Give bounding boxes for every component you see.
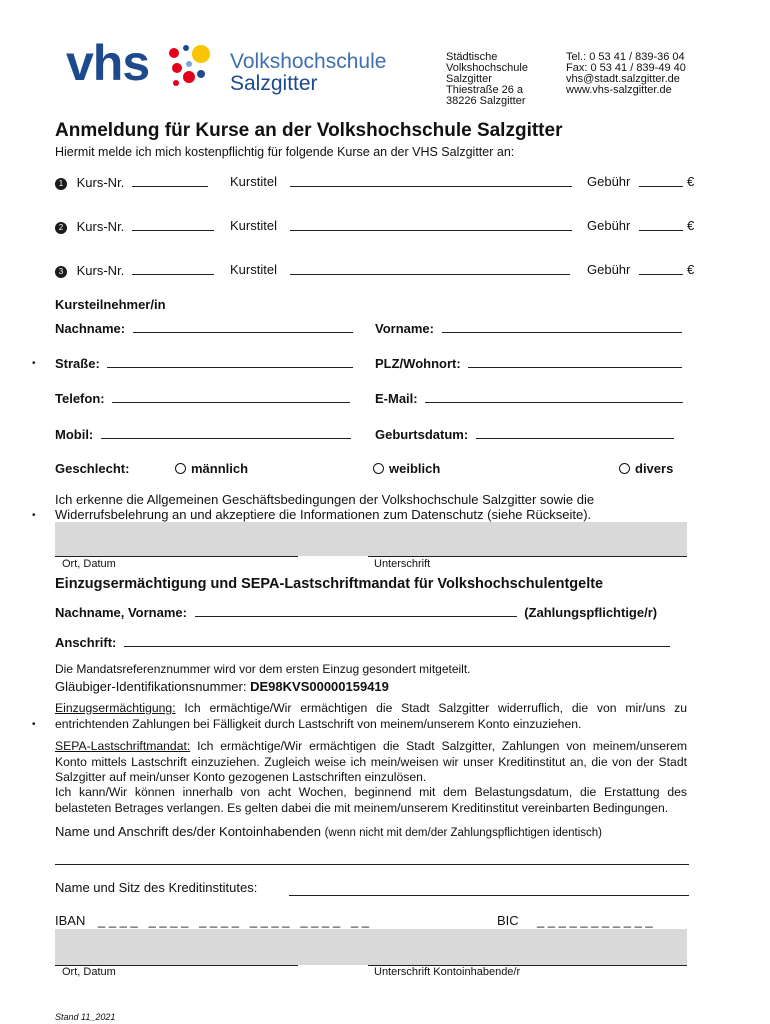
course-nr-label: Kurs-Nr.: [76, 263, 125, 278]
course-title-field[interactable]: [290, 218, 572, 231]
zip-city-label: PLZ/Wohnort:: [375, 356, 461, 371]
fee-label: Gebühr: [587, 262, 631, 277]
vhs-logo: [66, 35, 216, 96]
fee-field[interactable]: [639, 262, 683, 275]
street-label: Straße:: [55, 356, 100, 371]
email-label: E-Mail:: [375, 391, 418, 406]
course-title-field[interactable]: [290, 262, 570, 275]
address-line: 38226 Salzgitter: [446, 95, 526, 107]
bullet-marker: •: [32, 510, 36, 521]
radio-icon[interactable]: [373, 463, 384, 474]
account-holder-note: (wenn nicht mit dem/der Zahlungspflichtigen identisch): [324, 827, 603, 839]
payer-address-row: [55, 634, 670, 650]
course-title-label: Kurstitel: [230, 174, 277, 189]
number-badge: 2: [55, 222, 67, 234]
sepa-mandate-text: Ich ermächtige/Wir ermächtigen die Stadt Salzgitter, Zahlungen von meinem/unserem Konto mittels Lastschrift einzuziehen. Zugleich weise ich mein/weisen wir unser Kreditinstitut an, die von der Stadt Salzgitter auf mein/unser Konto gezogenen Lastschriften einzulösen.: [55, 739, 687, 784]
phone-row: [55, 390, 350, 406]
address-line: Städtische: [446, 51, 498, 63]
fee-field[interactable]: [639, 218, 683, 231]
gender-label: Geschlecht:: [55, 461, 130, 476]
lastname-label: Nachname:: [55, 321, 126, 336]
signature-line: [368, 556, 687, 557]
mobile-field[interactable]: [101, 426, 351, 439]
terms-line-2: Widerrufsbelehrung an und akzeptiere die Informationen zum Datenschutz (siehe Rückseite).: [55, 507, 592, 522]
course-title-field[interactable]: [290, 174, 572, 187]
bic-label: BIC: [497, 913, 519, 928]
org-name-line1: Volkshochschule: [230, 50, 387, 73]
account-place-date-label: Ort, Datum: [62, 966, 116, 978]
option-label: divers: [635, 461, 674, 476]
email-field[interactable]: [425, 390, 683, 403]
phone-field[interactable]: [112, 390, 350, 403]
course-nr-field[interactable]: [132, 174, 208, 187]
lastname-field[interactable]: [133, 320, 353, 333]
mandate-note: Die Mandatsreferenznummer wird vor dem ersten Einzug gesondert mitgeteilt.: [55, 662, 471, 676]
course-nr-field[interactable]: [132, 262, 214, 275]
payer-name-field[interactable]: [195, 604, 517, 617]
contact-web: www.vhs-salzgitter.de: [566, 84, 672, 96]
fee-label: Gebühr: [587, 218, 631, 233]
lastname-row: [55, 320, 353, 336]
account-holder-line[interactable]: [55, 864, 689, 865]
bank-label: Name und Sitz des Kreditinstitutes:: [55, 880, 258, 895]
payer-address-field[interactable]: [124, 634, 670, 647]
org-name-line2: Salzgitter: [230, 72, 318, 95]
course-nr-label: Kurs-Nr.: [76, 219, 125, 234]
radio-icon[interactable]: [175, 463, 186, 474]
contact-fax: Fax: 0 53 41 / 839-49 40: [566, 62, 686, 74]
direct-debit-paragraph: [55, 701, 687, 732]
phone-label: Telefon:: [55, 391, 105, 406]
birthdate-row: [375, 426, 674, 442]
creditor-id-row: [55, 679, 389, 694]
signature-area[interactable]: [55, 522, 687, 556]
bullet-marker: •: [32, 358, 36, 369]
radio-icon[interactable]: [619, 463, 630, 474]
logo-dots-icon: [156, 40, 226, 100]
zip-city-row: [375, 355, 682, 371]
birthdate-field[interactable]: [476, 426, 674, 439]
address-line: Thiestraße 26 a: [446, 84, 524, 96]
gender-option-diverse[interactable]: [619, 461, 673, 476]
firstname-label: Vorname:: [375, 321, 434, 336]
signature-label: Unterschrift: [374, 558, 431, 570]
page-title: Anmeldung für Kurse an der Volkshochschule Salzgitter: [55, 120, 563, 141]
logo-text: vhs: [66, 35, 150, 91]
page-subtitle: Hiermit melde ich mich kostenpflichtig für folgende Kurse an der VHS Salzgitter an:: [55, 145, 515, 159]
bank-field[interactable]: [289, 895, 689, 896]
bic-field[interactable]: _ _ _ _ _ _ _ _ _ _ _: [537, 913, 653, 928]
header-address: [446, 52, 528, 107]
course-row-3: [55, 262, 695, 280]
number-badge: 1: [55, 178, 67, 190]
revision-stamp: Stand 11_2021: [55, 1012, 116, 1022]
account-signature-area[interactable]: [55, 929, 687, 965]
place-date-line: [55, 556, 298, 557]
iban-field[interactable]: _ _ _ _ _ _ _ _ _ _ _ _ _ _ _ _ _ _ _ _ _ _: [98, 913, 370, 928]
terms-line-1: Ich erkenne die Allgemeinen Geschäftsbedingungen der Volkshochschule Salzgitter sowie die: [55, 492, 595, 507]
option-label: männlich: [191, 461, 249, 476]
course-nr-field[interactable]: [132, 218, 214, 231]
direct-debit-title: Einzugsermächtigung:: [55, 701, 176, 715]
currency: €: [687, 262, 695, 277]
sepa-mandate-title: SEPA-Lastschriftmandat:: [55, 739, 191, 753]
mobile-row: [55, 426, 351, 442]
street-row: [55, 355, 353, 371]
payer-name-row: [55, 604, 657, 620]
course-nr-label: Kurs-Nr.: [76, 175, 125, 190]
bullet-marker: •: [32, 719, 36, 730]
email-row: [375, 390, 683, 406]
participant-heading: Kursteilnehmer/in: [55, 297, 166, 312]
payer-address-label: Anschrift:: [55, 635, 117, 650]
fee-label: Gebühr: [587, 174, 631, 189]
address-line: Salzgitter: [446, 73, 492, 85]
payer-name-suffix: (Zahlungspflichtige/r): [524, 605, 658, 620]
course-row-1: [55, 174, 695, 192]
firstname-row: [375, 320, 682, 336]
course-title-label: Kurstitel: [230, 262, 277, 277]
contact-tel: Tel.: 0 53 41 / 839-36 04: [566, 51, 685, 63]
address-line: Volkshochschule: [446, 62, 528, 74]
course-row-2: [55, 218, 695, 236]
number-badge: 3: [55, 266, 67, 278]
iban-label: IBAN: [55, 913, 86, 928]
fee-field[interactable]: [639, 174, 683, 187]
option-label: weiblich: [389, 461, 441, 476]
account-signature-label: Unterschrift Kontoinhabende/r: [374, 966, 521, 978]
sepa-mandate-paragraph: [55, 739, 687, 786]
street-field[interactable]: [107, 355, 353, 368]
zip-city-field[interactable]: [468, 355, 682, 368]
creditor-id-value: DE98KVS00000159419: [250, 679, 389, 694]
mobile-label: Mobil:: [55, 427, 94, 442]
firstname-field[interactable]: [442, 320, 682, 333]
currency: €: [687, 174, 695, 189]
refund-paragraph: Ich kann/Wir können innerhalb von acht Wochen, beginnend mit dem Belastungsdatum, die Erstattung des belasteten Betrages verlangen. Es gelten dabei die mit meinem/unserem Kreditinstitut vereinbarten Bedingungen.: [55, 785, 687, 815]
contact-email: vhs@stadt.salzgitter.de: [566, 73, 680, 85]
sepa-heading: Einzugsermächtigung und SEPA-Lastschriftmandat für Volkshochschulentgelte: [55, 576, 604, 592]
place-date-label: Ort, Datum: [62, 558, 116, 570]
payer-name-label: Nachname, Vorname:: [55, 605, 187, 620]
birthdate-label: Geburtsdatum:: [375, 427, 469, 442]
header-contact: [566, 52, 686, 96]
direct-debit-text: Ich ermächtige/Wir ermächtigen die Stadt Salzgitter widerruflich, die von mir/uns zu entrichtenden Zahlungen bei Fälligkeit durch Lastschrift von meinem/unserem Konto einzuziehen.: [55, 701, 687, 731]
gender-option-female[interactable]: [373, 461, 440, 476]
account-holder-label: Name und Anschrift des/der Kontoinhabenden: [55, 824, 321, 839]
currency: €: [687, 218, 695, 233]
gender-option-male[interactable]: [175, 461, 248, 476]
account-holder-row: [55, 824, 602, 839]
creditor-id-label: Gläubiger-Identifikationsnummer:: [55, 679, 247, 694]
course-title-label: Kurstitel: [230, 218, 277, 233]
